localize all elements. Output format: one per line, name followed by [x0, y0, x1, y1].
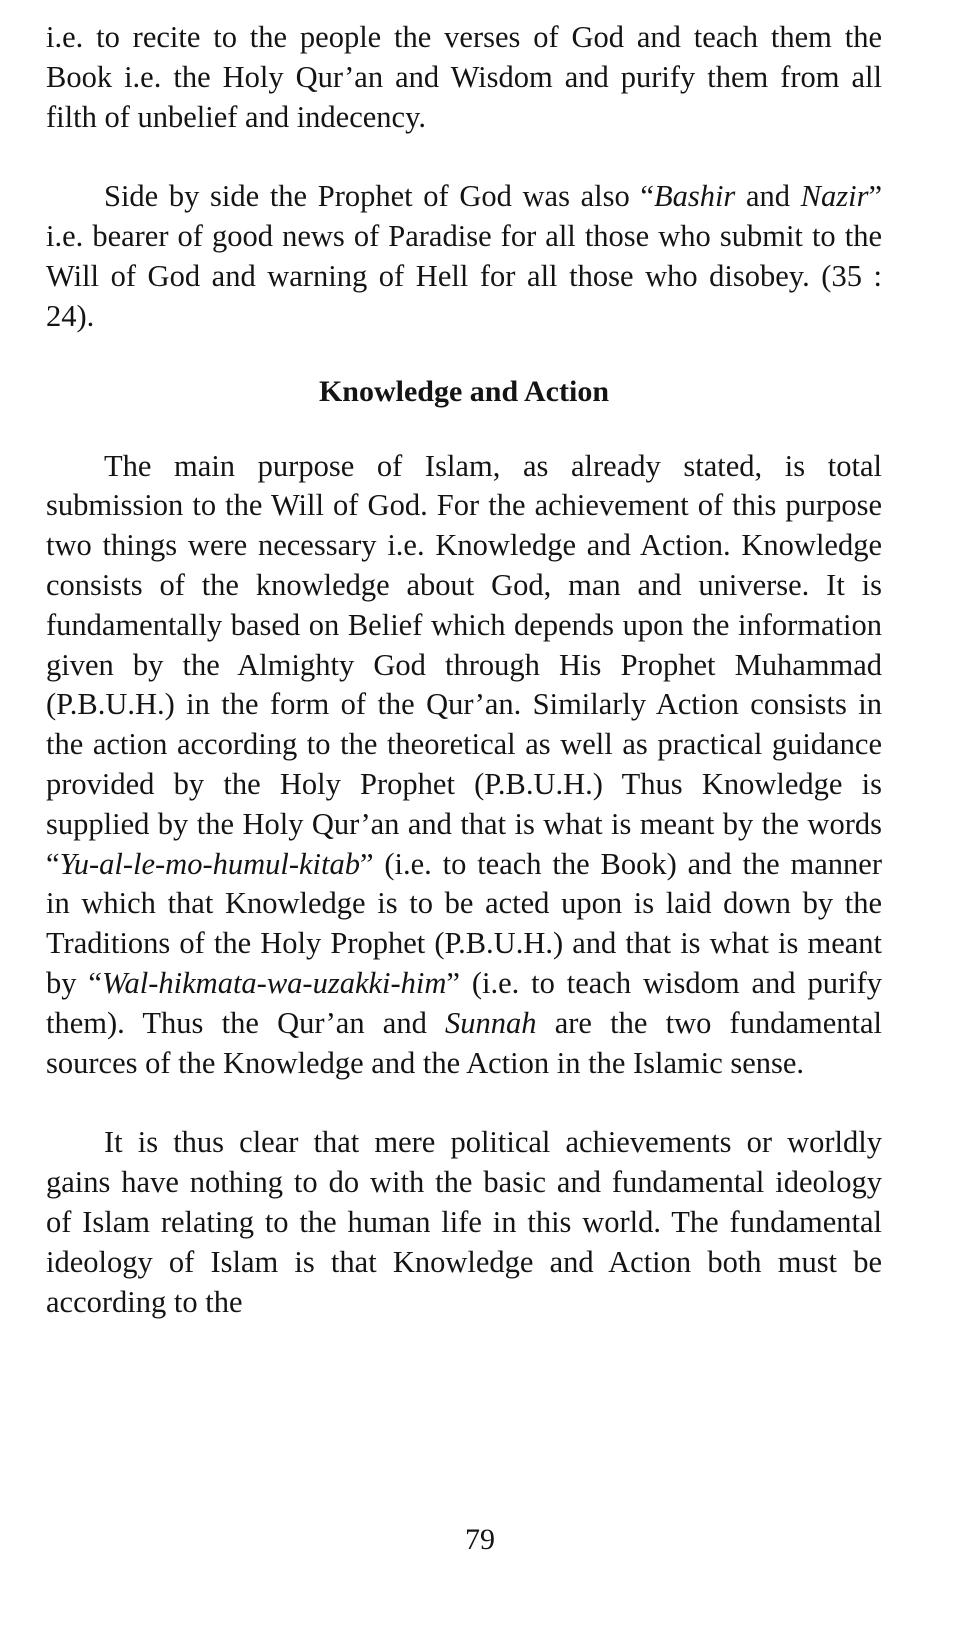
term-wal-hikmata: Wal-hikmata-wa-uzakki-him	[101, 965, 447, 1000]
section-heading: Knowledge and Action	[318, 374, 610, 408]
paragraph-1: i.e. to recite to the people the verses of God and teach them the Book i.e. the Holy Qur’an and Wisdom and purify them from all filth of unbelief and indecency.	[46, 20, 882, 134]
term-bashir: Bashir	[653, 179, 736, 214]
page-body	[46, 18, 882, 1322]
paragraph-3-text-a: The main purpose of Islam, as already stated, is total submission to the Will of God. For the achievement of this purpose two things were necessary i.e. Knowledge and Action. Knowledge consists of the knowledge about God, man and universe. It is fundamentally based on Belief which depends upon the information given by the Almighty God through His Prophet Muhammad (P.B.U.H.) in the form of the Qur’an. Similarly Action consists in the action according to the theoretical as well as practical guidance provided by the Holy Prophet (P.B.U.H.) Thus Knowledge is supplied by the Holy Qur’an and that is what is meant by the words “	[46, 448, 882, 881]
term-yu-al-le-mo-humul-kitab: Yu-al-le-mo-humul-kitab	[59, 846, 360, 881]
term-sunnah: Sunnah	[445, 1005, 537, 1040]
paragraph-3	[46, 447, 882, 1084]
paragraph-4: It is thus clear that mere political achievements or worldly gains have nothing to do with the basic and fundamental ideology of Islam relating to the human life in this world. The fundamental ideology of Islam is that Knowledge and Action both must be according to the	[46, 1125, 882, 1319]
paragraph-3-text-b: ” (i.e. to teach the Book) and the manner in which that Knowledge is to be acted upon is laid down by the Traditions of the Holy Prophet (P.B.U.H.) and that is what is meant by “	[46, 846, 882, 1000]
paragraph-2-text-b: and	[735, 179, 801, 214]
paragraph-2-text-a: Side by side the Prophet of God was also “	[104, 179, 654, 214]
paragraph-3-text-d: are the two fundamental sources of the Knowledge and the Action in the Islamic sense.	[46, 1005, 882, 1080]
page-number: 79	[465, 1523, 495, 1556]
paragraph-2	[46, 177, 882, 336]
paragraph-3-text-c: ” (i.e. to teach wisdom and purify them). Thus the Qur’an and	[46, 965, 882, 1040]
paragraph-2-text-c: ” i.e. bearer of good news of Paradise for all those who submit to the Will of God and warning of Hell for all those who disobey. (35 : 24).	[46, 179, 882, 333]
term-nazir: Nazir	[800, 179, 869, 214]
